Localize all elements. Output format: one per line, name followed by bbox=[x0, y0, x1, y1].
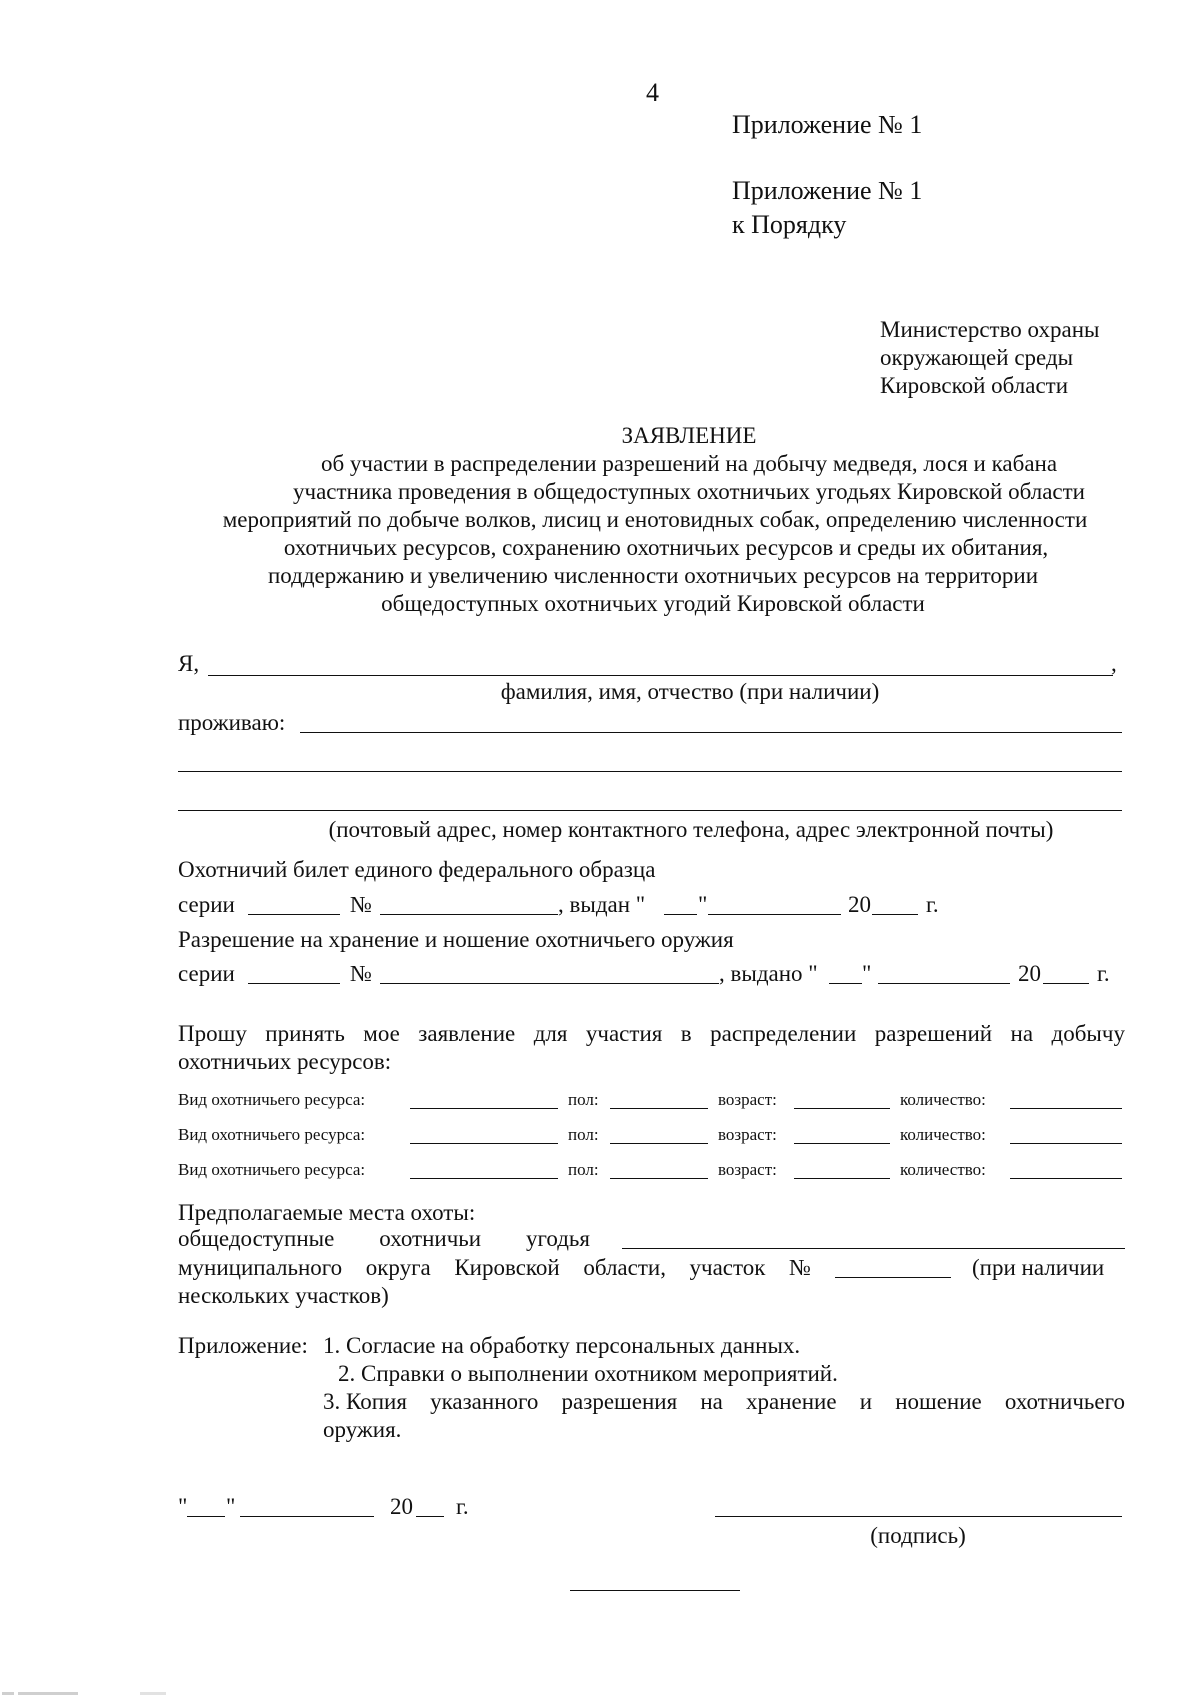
fio-hint: фамилия, имя, отчество (при наличии) bbox=[500, 679, 880, 704]
ticket-year-field[interactable] bbox=[872, 914, 918, 915]
order-reference: к Порядку bbox=[732, 210, 847, 239]
request-word: мое bbox=[363, 1021, 400, 1046]
date-quote-open: " bbox=[178, 1494, 188, 1519]
district-word: участок bbox=[689, 1255, 766, 1280]
addressee-line: окружающей среды bbox=[880, 345, 1074, 370]
resource-kind-field[interactable] bbox=[410, 1178, 558, 1179]
subtitle-line: охотничьих ресурсов, сохранению охотничьих ресурсов и среды их обитания, bbox=[283, 535, 1049, 560]
resource-sex-field[interactable] bbox=[610, 1178, 708, 1179]
attachment-item: 2. Справки о выполнении охотником мероприятий. bbox=[338, 1361, 838, 1386]
permit-year-suffix: г. bbox=[1097, 961, 1110, 986]
residence-label: проживаю: bbox=[178, 710, 286, 735]
fio-comma: , bbox=[1111, 651, 1117, 676]
attachment-word: указанного bbox=[430, 1389, 539, 1414]
resource-qty-field[interactable] bbox=[1010, 1178, 1122, 1179]
end-separator bbox=[570, 1590, 740, 1591]
ticket-series-label: серии bbox=[178, 892, 235, 917]
scan-mark bbox=[140, 1692, 166, 1695]
address-field-line2[interactable] bbox=[178, 771, 1122, 772]
resource-kind-label: Вид охотничьего ресурса: bbox=[178, 1125, 366, 1144]
date-quote-close: " bbox=[226, 1494, 236, 1519]
hunting-places-word: охотничьи bbox=[379, 1226, 482, 1251]
resource-sex-label: пол: bbox=[568, 1160, 599, 1179]
ticket-month-field[interactable] bbox=[708, 914, 841, 915]
ticket-year-prefix: 20 bbox=[848, 892, 871, 917]
plot-number-field[interactable] bbox=[835, 1277, 951, 1278]
permit-issued-label: , выдано " bbox=[719, 961, 818, 986]
attachment-word: ношение bbox=[895, 1389, 982, 1414]
subtitle-line: поддержанию и увеличению численности охотничьих ресурсов на территории bbox=[267, 563, 1039, 588]
attachment-word: и bbox=[859, 1389, 873, 1414]
request-word: распределении bbox=[710, 1021, 857, 1046]
subtitle-line: общедоступных охотничьих угодий Кировской области bbox=[381, 591, 925, 616]
resource-qty-label: количество: bbox=[900, 1125, 986, 1144]
request-word: разрешений bbox=[874, 1021, 993, 1046]
attachment-word: на bbox=[700, 1389, 723, 1414]
district-word: муниципального bbox=[178, 1255, 343, 1280]
address-field-line3[interactable] bbox=[178, 810, 1122, 811]
district-line bbox=[178, 1256, 811, 1279]
attachment-item bbox=[323, 1390, 1125, 1413]
hunting-places-word: общедоступные bbox=[178, 1226, 335, 1251]
scan-mark bbox=[18, 1692, 78, 1695]
attachment-word: хранение bbox=[746, 1389, 837, 1414]
attachments-label: Приложение: bbox=[178, 1333, 308, 1358]
address-hint: (почтовый адрес, номер контактного телефона, адрес электронной почты) bbox=[328, 817, 1054, 842]
resource-sex-field[interactable] bbox=[610, 1143, 708, 1144]
district-word: Кировской bbox=[454, 1255, 560, 1280]
scan-mark bbox=[2, 1692, 14, 1695]
request-word: добычу bbox=[1051, 1021, 1125, 1046]
permit-number-label: № bbox=[350, 961, 372, 986]
resource-sex-label: пол: bbox=[568, 1090, 599, 1109]
date-year-suffix: г. bbox=[456, 1494, 469, 1519]
ticket-number-field[interactable] bbox=[380, 914, 558, 915]
ticket-issued-label: , выдан " bbox=[558, 892, 646, 917]
hunting-places-word: угодья bbox=[526, 1226, 590, 1251]
ticket-series-field[interactable] bbox=[248, 914, 340, 915]
page-number: 4 bbox=[646, 78, 659, 107]
document-title: ЗАЯВЛЕНИЕ bbox=[621, 423, 757, 448]
district-word: округа bbox=[365, 1255, 431, 1280]
plot-note-cont: нескольких участков) bbox=[178, 1283, 389, 1308]
permit-series-label: серии bbox=[178, 961, 235, 986]
ticket-number-label: № bbox=[350, 892, 372, 917]
appendix-header-2: Приложение № 1 bbox=[732, 176, 923, 205]
addressee-line: Кировской области bbox=[880, 373, 1069, 398]
ticket-year-suffix: г. bbox=[926, 892, 939, 917]
resource-age-label: возраст: bbox=[718, 1125, 777, 1144]
request-line-2: охотничьих ресурсов: bbox=[178, 1049, 392, 1074]
resource-age-field[interactable] bbox=[794, 1178, 890, 1179]
resource-sex-label: пол: bbox=[568, 1125, 599, 1144]
weapon-permit-title: Разрешение на хранение и ношение охотничьего оружия bbox=[178, 927, 734, 952]
request-word: Прошу bbox=[178, 1021, 247, 1046]
resource-age-field[interactable] bbox=[794, 1108, 890, 1109]
date-year-prefix: 20 bbox=[390, 1494, 413, 1519]
date-year-field[interactable] bbox=[416, 1516, 444, 1517]
i-label: Я, bbox=[178, 651, 200, 676]
hunting-places-line bbox=[178, 1227, 590, 1250]
permit-year-field[interactable] bbox=[1043, 983, 1089, 984]
request-word: участия bbox=[585, 1021, 663, 1046]
resource-age-label: возраст: bbox=[718, 1090, 777, 1109]
resource-kind-field[interactable] bbox=[410, 1108, 558, 1109]
permit-quote-close: " bbox=[862, 961, 872, 986]
resource-qty-label: количество: bbox=[900, 1090, 986, 1109]
permit-day-field[interactable] bbox=[829, 983, 862, 984]
resource-age-label: возраст: bbox=[718, 1160, 777, 1179]
date-day-field[interactable] bbox=[187, 1516, 225, 1517]
attachment-word: охотничьего bbox=[1004, 1389, 1125, 1414]
request-word: на bbox=[1010, 1021, 1034, 1046]
signature-field[interactable] bbox=[715, 1516, 1122, 1517]
resource-qty-field[interactable] bbox=[1010, 1143, 1122, 1144]
subtitle-line: участника проведения в общедоступных охотничьих угодьях Кировской области bbox=[293, 479, 1085, 504]
appendix-header: Приложение № 1 bbox=[732, 110, 923, 139]
subtitle-line: мероприятий по добыче волков, лисиц и енотовидных собак, определению численности bbox=[222, 507, 1088, 532]
attachment-item: 1. Согласие на обработку персональных данных. bbox=[323, 1333, 801, 1358]
fio-field[interactable] bbox=[208, 675, 1113, 676]
address-field[interactable] bbox=[300, 732, 1122, 733]
resource-sex-field[interactable] bbox=[610, 1108, 708, 1109]
attachment-word: 3. Копия bbox=[323, 1389, 407, 1414]
date-month-field[interactable] bbox=[240, 1516, 374, 1517]
ticket-day-field[interactable] bbox=[664, 914, 697, 915]
hunting-places-title: Предполагаемые места охоты: bbox=[178, 1200, 476, 1225]
addressee-line: Министерство охраны bbox=[880, 317, 1100, 342]
request-line bbox=[178, 1022, 1125, 1045]
hunting-grounds-field[interactable] bbox=[622, 1248, 1125, 1249]
resource-qty-label: количество: bbox=[900, 1160, 986, 1179]
resource-kind-field[interactable] bbox=[410, 1143, 558, 1144]
resource-kind-label: Вид охотничьего ресурса: bbox=[178, 1090, 366, 1109]
hunting-ticket-title: Охотничий билет единого федерального образца bbox=[178, 857, 656, 882]
district-word: области, bbox=[583, 1255, 666, 1280]
district-word: № bbox=[789, 1255, 811, 1280]
attachment-word: разрешения bbox=[561, 1389, 678, 1414]
permit-number-field[interactable] bbox=[380, 983, 719, 984]
permit-series-field[interactable] bbox=[248, 983, 340, 984]
signature-hint: (подпись) bbox=[870, 1523, 966, 1548]
resource-age-field[interactable] bbox=[794, 1143, 890, 1144]
request-word: заявление bbox=[418, 1021, 516, 1046]
resource-kind-label: Вид охотничьего ресурса: bbox=[178, 1160, 366, 1179]
request-word: принять bbox=[265, 1021, 345, 1046]
subtitle-line: об участии в распределении разрешений на добычу медведя, лося и кабана bbox=[320, 451, 1058, 476]
resource-qty-field[interactable] bbox=[1010, 1108, 1122, 1109]
request-word: в bbox=[680, 1021, 692, 1046]
ticket-quote-close: " bbox=[698, 892, 708, 917]
permit-month-field[interactable] bbox=[878, 983, 1010, 984]
permit-year-prefix: 20 bbox=[1018, 961, 1041, 986]
request-word: для bbox=[533, 1021, 568, 1046]
attachment-item-cont: оружия. bbox=[323, 1417, 402, 1442]
plot-note: (при наличии bbox=[972, 1255, 1105, 1280]
